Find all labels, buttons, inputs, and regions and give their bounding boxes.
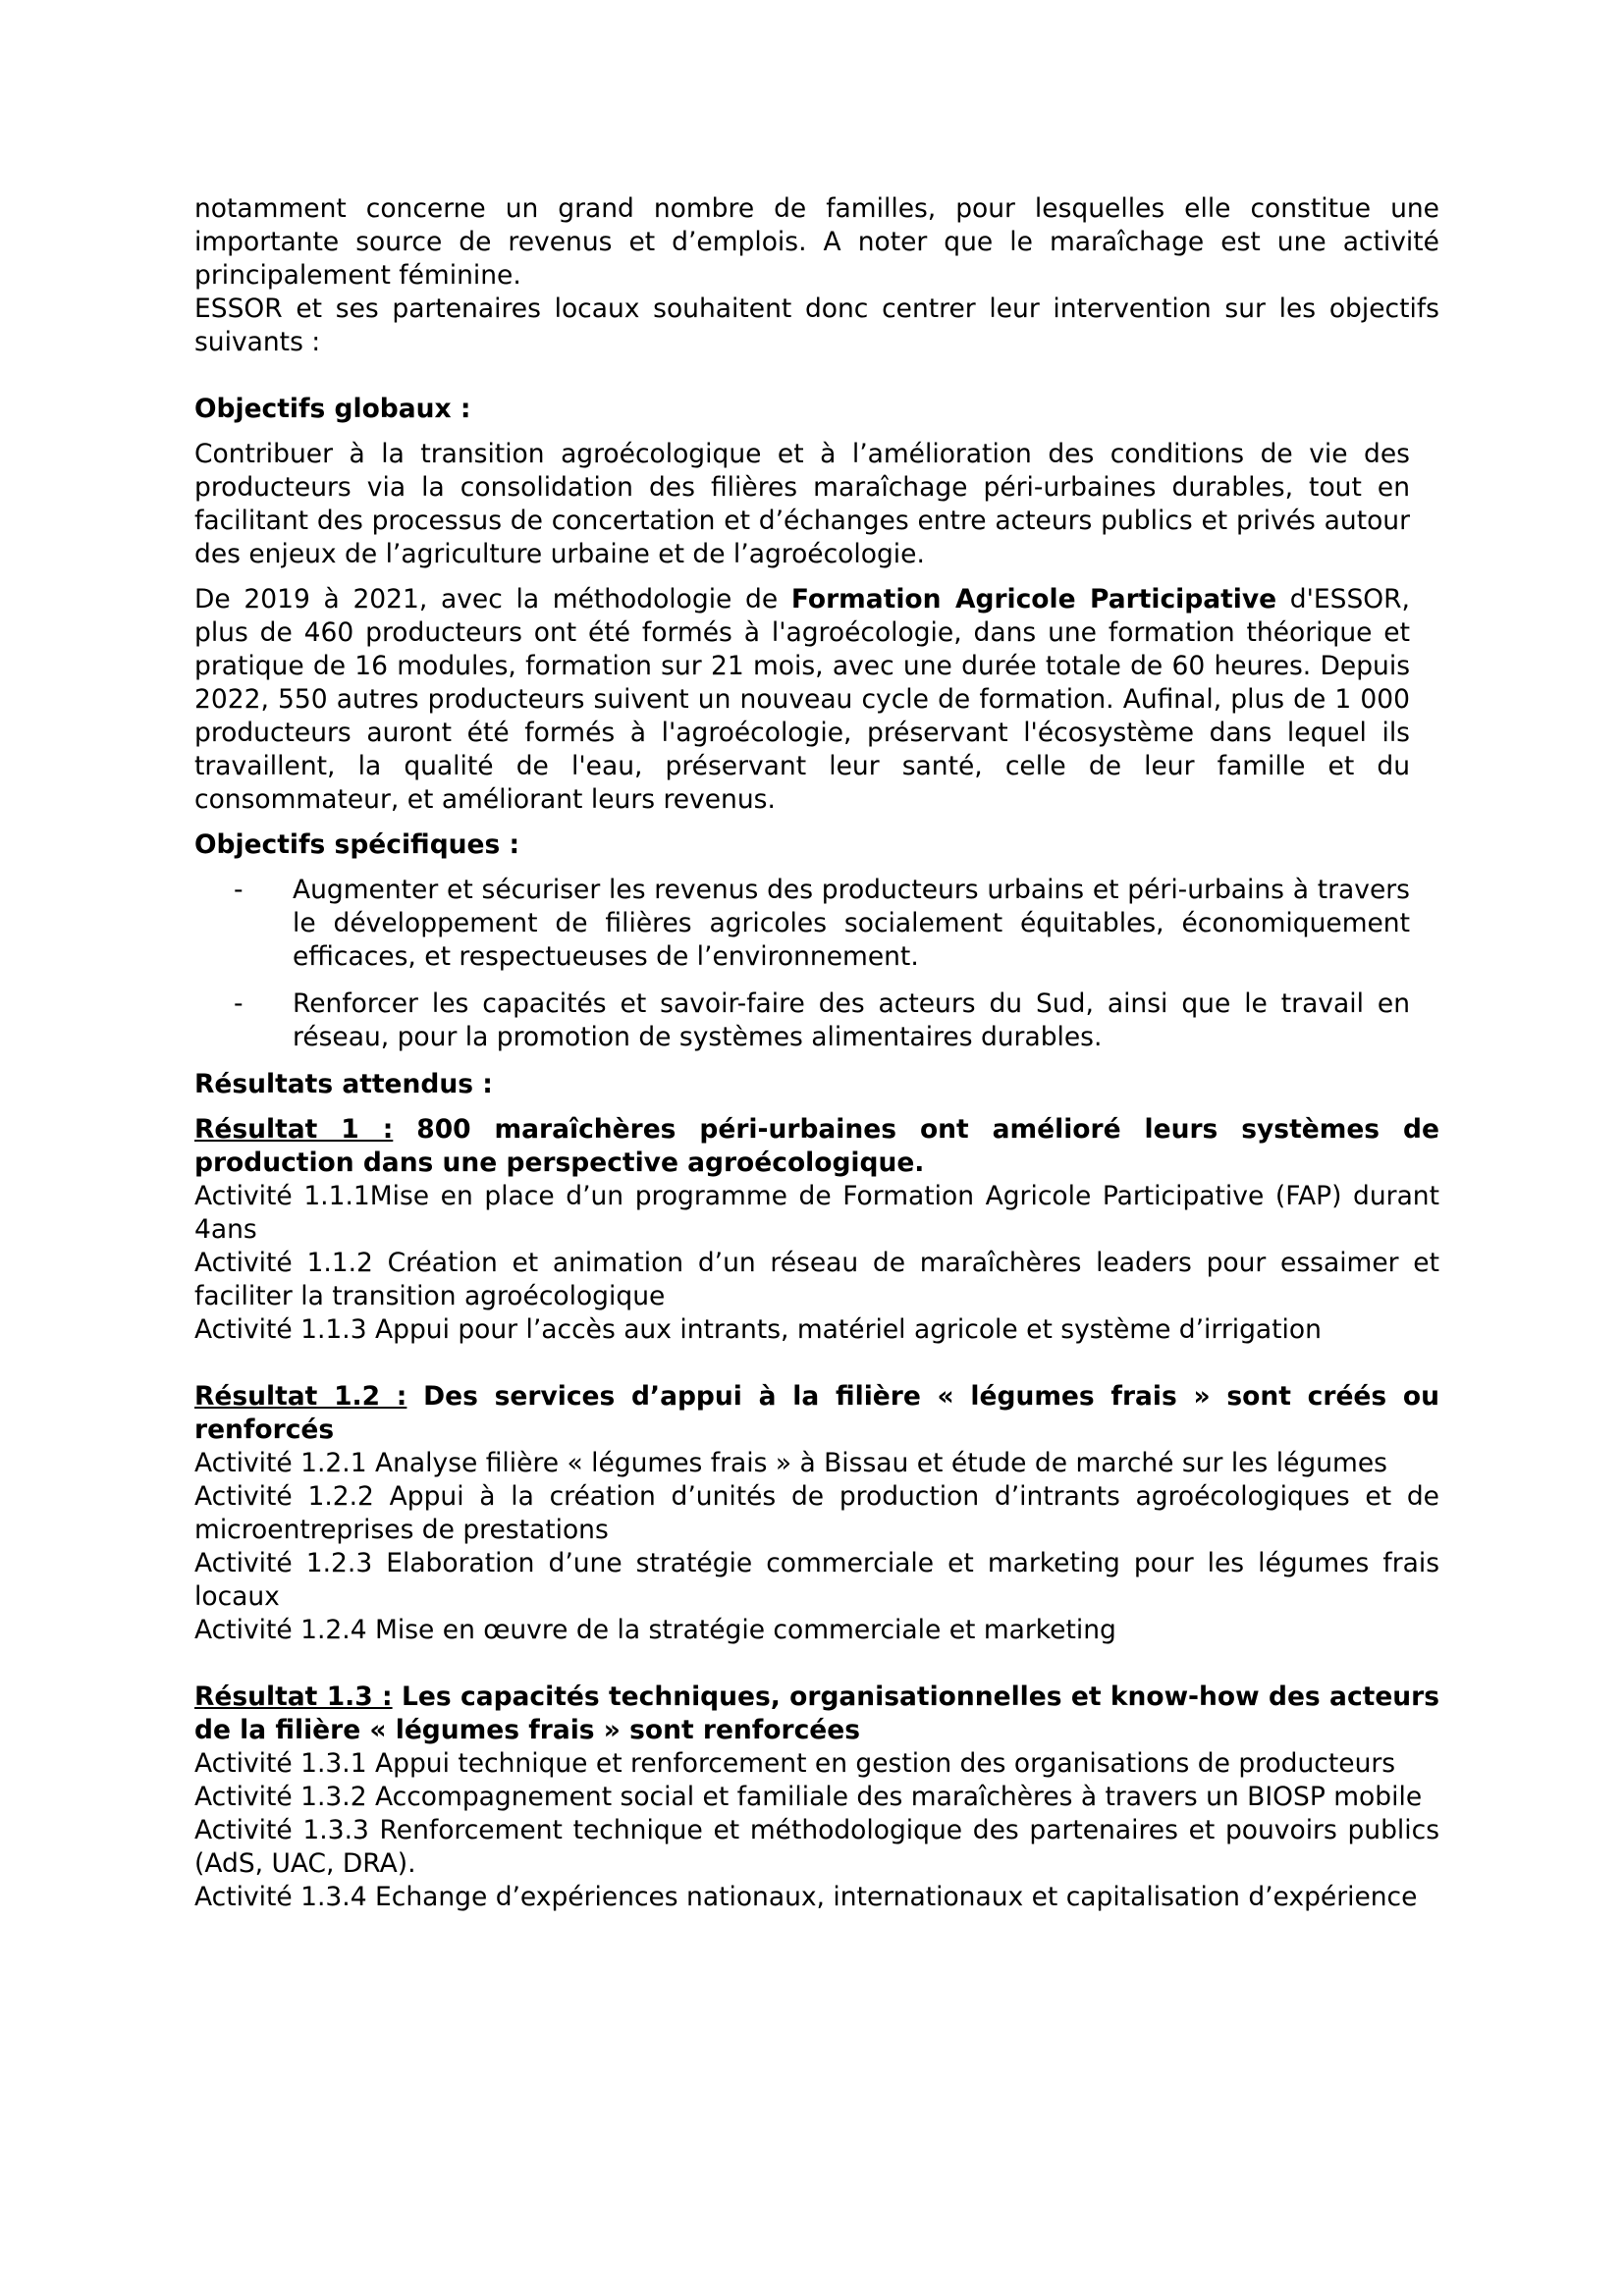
activity-1-3-3: Activité 1.3.3 Renforcement technique et méthodologique des partenaires et pouvoirs publics (AdS, UAC, DRA). (194, 1815, 1439, 1879)
dash-bullet: - (234, 875, 244, 905)
result-2-title (194, 1380, 1439, 1447)
intro-paragraph-2: ESSOR et ses partenaires locaux souhaitent donc centrer leur intervention sur les objectifs suivants : (194, 294, 1439, 357)
result-2-label: Résultat 1.2 : (194, 1381, 407, 1412)
activity-1-1-2: Activité 1.1.2 Création et animation d’un réseau de maraîchères leaders pour essaimer et faciliter la transition agroécologique (194, 1248, 1439, 1311)
activity-1-3-1: Activité 1.3.1 Appui technique et renforcement en gestion des organisations de producteurs (194, 1748, 1396, 1779)
result-1-title (194, 1113, 1439, 1180)
activity-1-2-3: Activité 1.2.3 Elaboration d’une stratégie commerciale et marketing pour les légumes frais locaux (194, 1548, 1439, 1612)
result-3-label: Résultat 1.3 : (194, 1682, 393, 1712)
expected-results-heading: Résultats attendus : (194, 1069, 493, 1099)
activity-1-2-2: Activité 1.2.2 Appui à la création d’unités de production d’intrants agroécologiques et de microentreprises de prestations (194, 1481, 1439, 1545)
global-objectives-heading: Objectifs globaux : (194, 394, 471, 424)
specific-objectives-list (194, 874, 1439, 1054)
fap-term: Formation Agricole Participative (790, 584, 1277, 614)
result-3-text: Les capacités techniques, organisationnelles et know-how des acteurs de la filière « légumes frais » sont renforcées (194, 1682, 1439, 1745)
fap-paragraph-rest: d'ESSOR, plus de 460 producteurs ont été formés à l'agroécologie, dans une formation théorique et pratique de 16 modules, formation sur 21 mois, avec une durée totale de 60 heures. Depuis 2022, 550 autres producteurs suivent un nouveau cycle de formation. Aufinal, plus de 1 000 producteurs auront été formés à l'agroécologie, préservant l'écosystème dans lequel ils travaillent, la qualité de l'eau, préservant leur santé, celle de leur famille et du consommateur, et améliorant leurs revenus. (194, 584, 1410, 815)
result-3-title (194, 1681, 1439, 1747)
activity-1-3-4: Activité 1.3.4 Echange d’expériences nationaux, internationaux et capitalisation d’expérience (194, 1882, 1418, 1912)
activity-1-2-1: Activité 1.2.1 Analyse filière « légumes frais » à Bissau et étude de marché sur les légumes (194, 1448, 1387, 1478)
list-item (194, 988, 1439, 1054)
activity-1-3-2: Activité 1.3.2 Accompagnement social et familiale des maraîchères à travers un BIOSP mobile (194, 1782, 1423, 1812)
global-objectives-paragraph: Contribuer à la transition agroécologique et à l’amélioration des conditions de vie des producteurs via la consolidation des filières maraîchage péri-urbaines durables, tout en facilitant des processus de concertation et d’échanges entre acteurs publics et privés autour des enjeux de l’agriculture urbaine et de l’agroécologie. (194, 439, 1410, 569)
list-item-text: Renforcer les capacités et savoir-faire des acteurs du Sud, ainsi que le travail en réseau, pour la promotion de systèmes alimentaires durables. (293, 988, 1410, 1052)
intro-paragraph-1: notamment concerne un grand nombre de familles, pour lesquelles elle constitue une importante source de revenus et d’emplois. A noter que le maraîchage est une activité principalement féminine. (194, 193, 1439, 291)
result-1-text: 800 maraîchères péri-urbaines ont amélioré leurs systèmes de production dans une perspective agroécologique. (194, 1114, 1439, 1178)
list-item-text: Augmenter et sécuriser les revenus des producteurs urbains et péri-urbains à travers le développement de filières agricoles socialement équitables, économiquement efficaces, et respectueuses de l’environnement. (293, 875, 1410, 972)
activity-1-1-1: Activité 1.1.1Mise en place d’un programme de Formation Agricole Participative (FAP) durant 4ans (194, 1181, 1439, 1245)
fap-paragraph (194, 583, 1439, 817)
activity-1-1-3: Activité 1.1.3 Appui pour l’accès aux intrants, matériel agricole et système d’irrigation (194, 1314, 1322, 1345)
result-2-text: Des services d’appui à la filière « légumes frais » sont créés ou renforcés (194, 1381, 1439, 1445)
activity-1-2-4: Activité 1.2.4 Mise en œuvre de la stratégie commerciale et marketing (194, 1615, 1116, 1645)
result-1-label: Résultat 1 : (194, 1114, 394, 1145)
specific-objectives-heading: Objectifs spécifiques : (194, 829, 520, 860)
list-item (194, 874, 1439, 974)
document-page (194, 192, 1439, 1914)
fap-paragraph-intro: De 2019 à 2021, avec la méthodologie de (194, 584, 791, 614)
dash-bullet: - (234, 988, 244, 1019)
